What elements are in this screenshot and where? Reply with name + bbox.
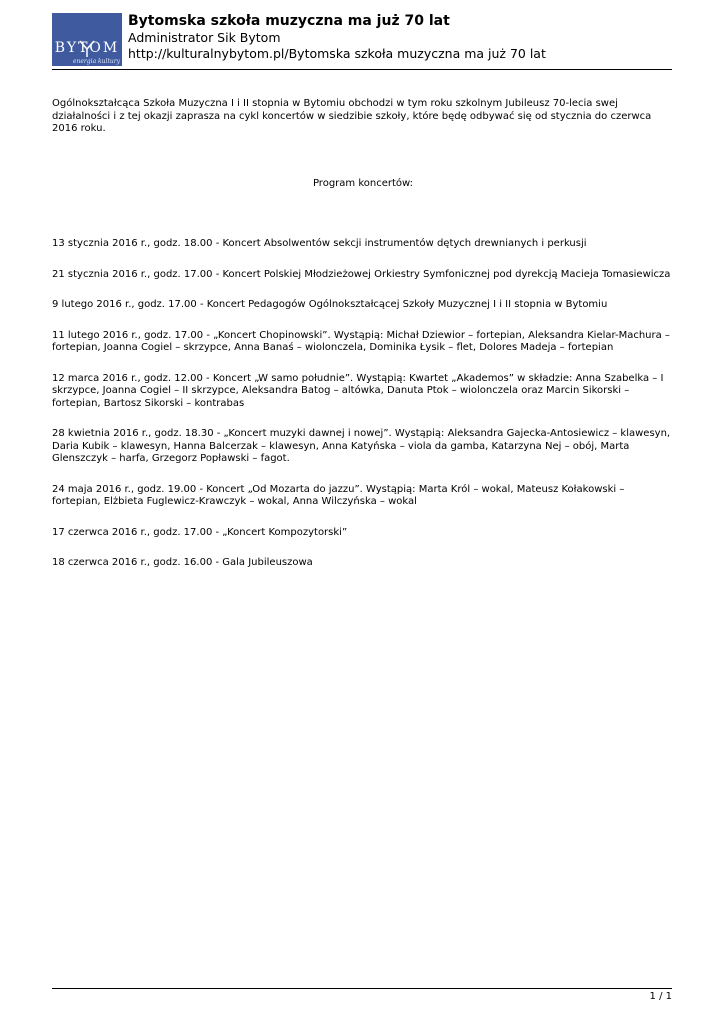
concert-item: 17 czerwca 2016 r., godz. 17.00 - „Koncert Kompozytorski” [52, 526, 348, 538]
concert-item: 28 kwietnia 2016 r., godz. 18.30 - „Koncert muzyki dawnej i nowej”. Wystąpią: Aleksandra Gajecka-Antosiewicz – klawesyn, Daria Kubik – klawesyn, Hanna Balcerzak – klawesyn, Anna Katyńska – viola da gamba, Katarzyna Nej – obój, Marta Glenszczyk – harfa, Grzegorz Popławski – fagot. [52, 428, 671, 464]
concert-item: 11 lutego 2016 r., godz. 17.00 - „Koncert Chopinowski”. Wystąpią: Michał Dziewior – fortepian, Aleksandra Kielar-Machura – fortepian, Joanna Cogiel – skrzypce, Anna Banaś – wiolonczela, Dominika Łysik – flet, Dolores Madeja – fortepian [52, 329, 670, 353]
concert-item: 18 czerwca 2016 r., godz. 16.00 - Gala Jubileuszowa [52, 557, 313, 568]
concert-item: 9 lutego 2016 r., godz. 17.00 - Koncert Pedagogów Ogólnokształcącej Szkoły Muzycznej I i II stopnia w Bytomiu [52, 299, 608, 310]
logo-wordmark: BYTOM [54, 40, 120, 56]
concert-item: 13 stycznia 2016 r., godz. 18.00 - Koncert Absolwentów sekcji instrumentów dętych drewnianych i perkusji [52, 238, 587, 249]
logo-tagline: energia kultury [72, 58, 120, 65]
page-number: 1 / 1 [649, 991, 672, 1002]
concert-item: 21 stycznia 2016 r., godz. 17.00 - Koncert Polskiej Młodzieżowej Orkiestry Symfonicznej pod dyrekcją Macieja Tomasiewicza [52, 268, 671, 280]
article-author: Administrator Sik Bytom [128, 30, 281, 45]
intro-paragraph: Ogólnokształcąca Szkoła Muzyczna I i II stopnia w Bytomiu obchodzi w tym roku szkolnym Jubileusz 70-lecia swej działalności i z tej okazji zaprasza na cykl koncertów w siedzibie szkoły, które będę odbywać się od stycznia do czerwca 2016 roku. [52, 98, 652, 134]
concert-item: 12 marca 2016 r., godz. 12.00 - Koncert „W samo południe”. Wystąpią: Kwartet „Akademos” w składzie: Anna Szabelka – I skrzypce, Joanna Cogiel – II skrzypce, Aleksandra Batog – altówka, Danuta Ptok – wiolonczela oraz Marcin Sikorski – fortepian, Bartosz Sikorski – kontrabas [52, 372, 664, 409]
concert-list [52, 238, 674, 570]
header-text [128, 12, 546, 62]
page-header [52, 12, 672, 69]
header-divider [52, 69, 672, 70]
article-title: Bytomska szkoła muzyczna ma już 70 lat [128, 13, 450, 29]
article-url[interactable]: http://kulturalnybytom.pl/Bytomska szkoła muzyczna ma już 70 lat [128, 46, 546, 61]
program-heading: Program koncertów: [312, 177, 414, 189]
footer-divider [52, 988, 672, 989]
bytom-logo [52, 13, 122, 66]
article-body [52, 98, 674, 588]
concert-item: 24 maja 2016 r., godz. 19.00 - Koncert „Od Mozarta do jazzu”. Wystąpią: Marta Król – wokal, Mateusz Kołakowski – fortepian, Elżbieta Fuglewicz-Krawczyk – wokal, Anna Wilczyńska – wokal [52, 483, 625, 507]
